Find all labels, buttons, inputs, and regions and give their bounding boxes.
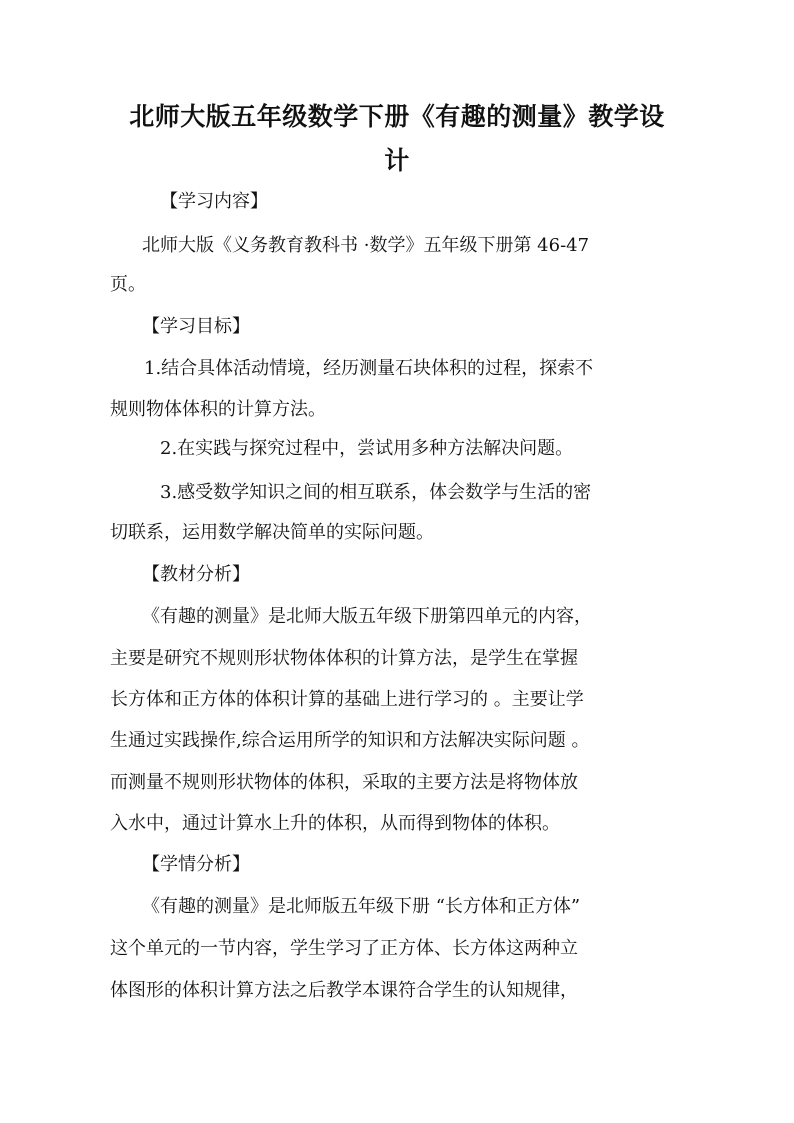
material-line-1: 《有趣的测量》是北师大版五年级下册第四单元的内容， [142, 606, 592, 627]
material-line-6: 入水中，通过计算水上升的体积，从而得到物体的体积。 [110, 813, 560, 834]
document-title-line-1: 北师大版五年级数学下册《有趣的测量》教学设 [129, 102, 665, 131]
heading-learning-goals: 【学习目标】 [142, 316, 250, 337]
material-line-5: 而测量不规则形状物体的体积，采取的主要方法是将物体放 [110, 772, 578, 793]
student-line-3: 体图形的体积计算方法之后教学本课符合学生的认知规律， [110, 980, 578, 1001]
material-line-3: 长方体和正方体的体积计算的基础上进行学习的 。主要让学 [110, 689, 584, 710]
student-line-1: 《有趣的测量》是北师版五年级下册 “长方体和正方体” [142, 896, 581, 917]
goal-3-line-2: 切联系，运用数学解决简单的实际问题。 [110, 522, 434, 543]
goal-2: 2.在实践与探究过程中，尝试用多种方法解决问题。 [160, 438, 574, 459]
document-title-line-2: 计 [384, 146, 410, 175]
heading-student-analysis: 【学情分析】 [142, 854, 250, 875]
goal-3-line-1: 3.感受数学知识之间的相互联系，体会数学与生活的密 [160, 482, 592, 503]
student-line-2: 这个单元的一节内容，学生学习了正方体、长方体这两种立 [110, 938, 578, 959]
heading-learning-content: 【学习内容】 [160, 191, 268, 212]
material-line-2: 主要是研究不规则形状物体体积的计算方法，是学生在掌握 [110, 648, 578, 669]
content-text-line-2: 页。 [110, 274, 146, 295]
goal-1-line-1: 1.结合具体活动情境，经历测量石块体积的过程，探索不 [144, 358, 594, 379]
material-line-4: 生通过实践操作,综合运用所学的知识和方法解决实际问题 。 [110, 730, 590, 751]
heading-material-analysis: 【教材分析】 [142, 564, 250, 585]
content-text-line-1: 北师大版《义务教育教科书 ·数学》五年级下册第 46-47 [142, 235, 590, 256]
goal-1-line-2: 规则物体体积的计算方法。 [110, 399, 326, 420]
